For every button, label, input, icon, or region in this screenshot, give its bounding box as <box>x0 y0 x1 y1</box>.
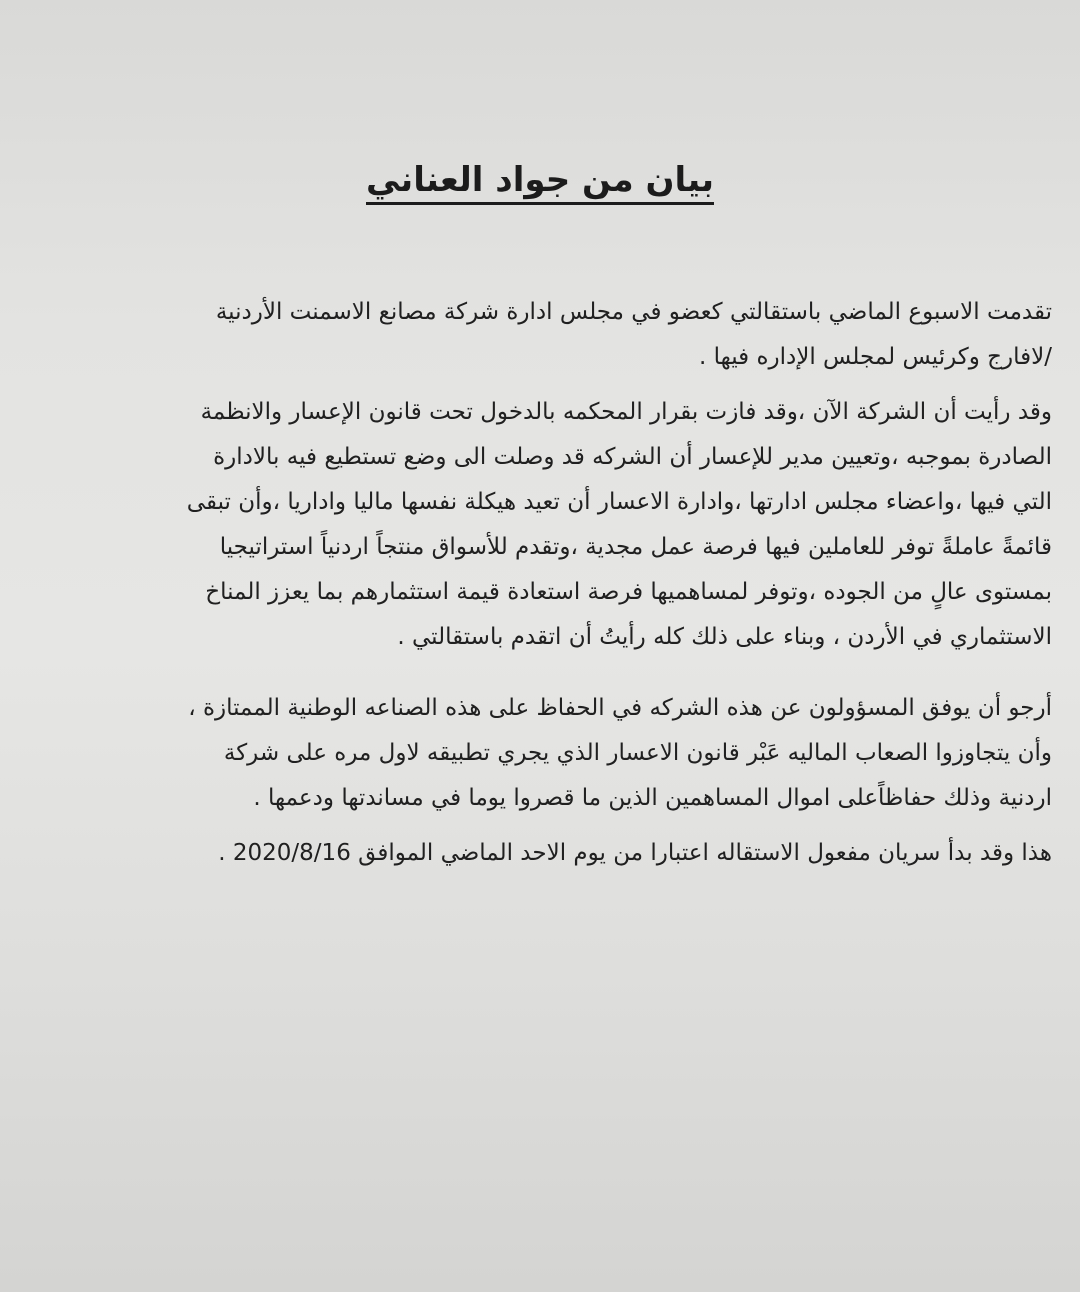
paragraph-resignation <box>28 290 1052 380</box>
text-line: التي فيها ،واعضاء مجلس ادارتها ،وادارة الاعسار أن تعيد هيكلة نفسها ماليا واداريا ،وأن تبقى <box>186 489 1052 515</box>
document-title-text: بيان من جواد العناني <box>366 160 714 205</box>
text-line: أرجو أن يوفق المسؤولون عن هذه الشركه في الحفاظ على هذه الصناعه الوطنية الممتازة ، <box>188 695 1052 721</box>
document-body <box>28 290 1052 876</box>
text-line: وأن يتجاوزوا الصعاب الماليه عَبْر قانون الاعسار الذي يجري تطبيقه لاول مره على شركة <box>223 740 1052 766</box>
text-line: الصادرة بموجبه ،وتعيين مدير للإعسار أن الشركه قد وصلت الى وضع تستطيع فيه بالادارة <box>213 444 1052 470</box>
paragraph-reasons <box>28 390 1052 660</box>
text-line: قائمةً عاملةً توفر للعاملين فيها فرصة عمل مجدية ،وتقدم للأسواق منتجاً اردنياً استراتيجيا <box>219 534 1052 560</box>
text-line: وقد رأيت أن الشركة الآن ،وقد فازت بقرار المحكمه بالدخول تحت قانون الإعسار والانظمة <box>200 399 1052 425</box>
text-line: الاستثماري في الأردن ، وبناء على ذلك كله رأيتُ أن اتقدم باستقالتي . <box>397 624 1052 650</box>
text-line: هذا وقد بدأ سريان مفعول الاستقاله اعتبارا من يوم الاحد الماضي الموافق 2020/8/16 . <box>218 840 1052 866</box>
document-title <box>0 160 1080 200</box>
text-line: تقدمت الاسبوع الماضي باستقالتي كعضو في مجلس ادارة شركة مصانع الاسمنت الأردنية <box>215 299 1052 325</box>
text-line: بمستوى عالٍ من الجوده ،وتوفر لمساهميها فرصة استعادة قيمة استثمارهم بما يعزز المناخ <box>205 579 1052 605</box>
text-line: /لافارج وكرئيس لمجلس الإداره فيها . <box>698 344 1052 370</box>
text-line: اردنية وذلك حفاظاًعلى اموال المساهمين الذين ما قصروا يوما في مساندتها ودعمها . <box>253 785 1052 811</box>
paragraph-wishes <box>28 686 1052 821</box>
paragraph-effective-date <box>28 831 1052 876</box>
